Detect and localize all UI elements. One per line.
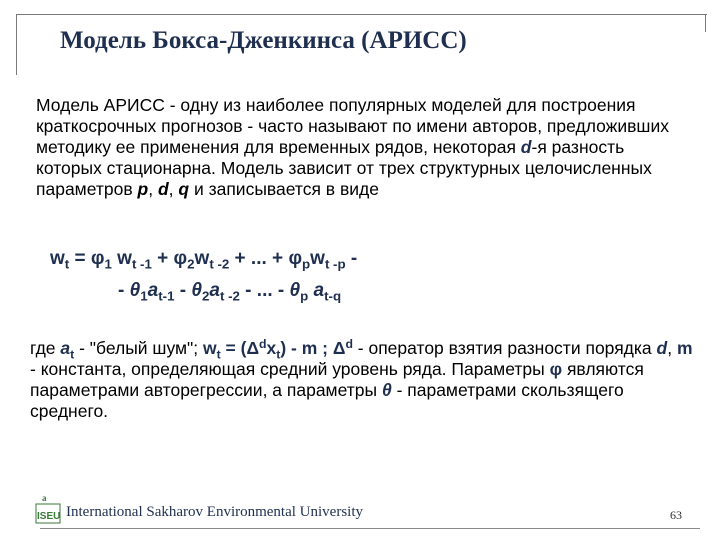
- f-w-sub: t: [64, 256, 70, 272]
- f-w1-sub: t -1: [131, 256, 152, 272]
- intro-paragraph: [36, 95, 676, 200]
- param-q: q: [178, 179, 190, 199]
- f2-theta2-sub: 2: [201, 288, 210, 304]
- footer-divider: [40, 528, 700, 529]
- param-p: p: [137, 179, 149, 199]
- f-phip: φ: [288, 248, 303, 269]
- ex-t3: = (Δ: [220, 338, 260, 358]
- f2-dots: - ... -: [239, 280, 290, 301]
- f2-a1: a: [147, 280, 159, 301]
- sep-2: ,: [168, 179, 179, 199]
- ex-a-sub: t: [70, 347, 75, 362]
- ex-t2: - "белый шум";: [74, 338, 203, 358]
- f2-minus1: -: [174, 280, 192, 301]
- f2-theta1: θ: [129, 280, 141, 301]
- svg-text:a: a: [42, 493, 47, 503]
- f2-theta2: θ: [191, 280, 202, 301]
- title-frame-right: [705, 14, 706, 32]
- ex-t6: ,: [667, 338, 677, 358]
- intro-text-2: -я разность которых стационарна. Модель зависит от трех структурных целочисленных параметров: [36, 137, 652, 199]
- f-minus: -: [345, 248, 358, 269]
- ex-w-sub: t: [216, 347, 221, 362]
- ex-d-sup2: d: [345, 336, 353, 351]
- intro-text: Модель АРИСС - одну из наиболее популярных моделей для построения краткосрочных прогнозов - часто называют по имени авторов, предложивших методику ее применения для временных рядов, некоторая: [36, 95, 669, 157]
- university-name: International Sakharov Environmental University: [66, 504, 364, 520]
- param-d: d: [157, 179, 169, 199]
- ex-t9: - параметрами скользящего среднего.: [30, 380, 624, 421]
- f2-a2-sub: t -2: [219, 288, 240, 304]
- f2-theta1-sub: 1: [140, 288, 148, 304]
- formula-line-1: [50, 243, 357, 275]
- ex-t5: - оператор взятия разности порядка: [352, 338, 657, 358]
- f2-a1-sub: t: [158, 288, 163, 304]
- formula-line-2: [50, 275, 357, 307]
- ex-t1: где: [30, 338, 61, 358]
- f-phi1: φ: [90, 248, 105, 269]
- f2-thetap: θ: [289, 280, 301, 301]
- ex-x: x: [266, 338, 277, 358]
- f-phi2: φ: [173, 248, 188, 269]
- f-wp: w: [310, 248, 325, 269]
- f2-ap-sub: t-q: [324, 288, 342, 304]
- university-logo: [35, 492, 61, 524]
- f-phi1-sub: 1: [104, 256, 112, 272]
- f-w: w: [50, 248, 65, 269]
- f-phip-sub: p: [302, 256, 311, 272]
- f-plus2: + ... +: [229, 248, 289, 269]
- ex-theta: θ: [381, 380, 392, 400]
- slide-title: Модель Бокса-Дженкинса (АРИСС): [60, 27, 467, 54]
- ex-t7: - константа, определяющая средний уровень ряда. Параметры: [30, 359, 550, 379]
- intro-d: d: [520, 137, 532, 157]
- f-w2-sub: t -2: [209, 256, 230, 272]
- f-eq: =: [69, 248, 91, 269]
- explain-paragraph: [30, 338, 700, 422]
- intro-text-3: и записывается в виде: [189, 179, 379, 199]
- ex-phi: φ: [549, 359, 563, 379]
- svg-text:ISEU: ISEU: [37, 511, 61, 522]
- f-plus1: +: [151, 248, 174, 269]
- ex-x-sub: t: [276, 347, 281, 362]
- f2-ap: a: [308, 280, 325, 301]
- ex-a: a: [60, 338, 71, 358]
- ex-m: m: [676, 338, 693, 358]
- ex-w: w: [202, 338, 217, 358]
- ex-t8: являются параметрами авторегрессии, а параметры: [30, 359, 644, 400]
- f-w2: w: [194, 248, 210, 269]
- arima-formula: [50, 243, 357, 307]
- ex-t4: ) - m ; Δ: [280, 338, 346, 358]
- f2-thetap-sub: p: [300, 288, 309, 304]
- f2-minus0: -: [118, 280, 130, 301]
- f2-a2: a: [209, 280, 220, 301]
- f2-a1-sub2: -1: [162, 288, 175, 304]
- sep-1: ,: [148, 179, 158, 199]
- ex-d: d: [656, 338, 668, 358]
- f-phi2-sub: 2: [187, 256, 195, 272]
- f-w1: w: [111, 248, 132, 269]
- ex-d-sup: d: [259, 336, 267, 351]
- f-wp-sub: t -p: [324, 256, 346, 272]
- page-number: 63: [670, 508, 682, 522]
